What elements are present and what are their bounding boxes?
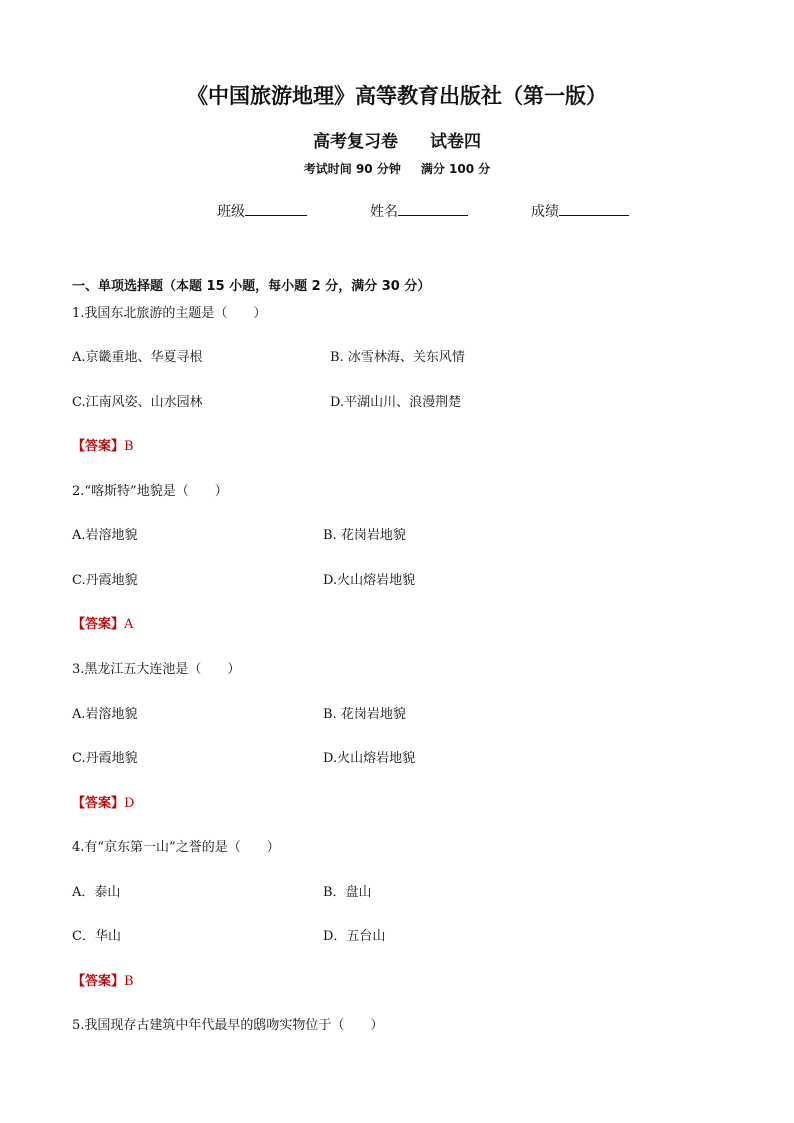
exam-subtitle: [0, 127, 794, 152]
option-d: D．五台山: [323, 929, 386, 944]
answer-value: B: [124, 439, 134, 454]
option-a: A.岩溶地貌: [72, 528, 138, 543]
question-stem: 1.我国东北旅游的主题是（ ）: [72, 306, 267, 321]
option-c: C.丹霞地貌: [72, 573, 138, 588]
exam-score: 满分 100 分: [420, 162, 491, 176]
answer-label: 【答案】: [72, 796, 125, 811]
option-c: C．华山: [72, 929, 121, 944]
answer-line: [72, 970, 134, 989]
grade-label: 成绩: [531, 204, 559, 220]
exam-time: 考试时间 90 分钟: [303, 162, 401, 176]
exam-info: [0, 160, 794, 177]
option-d: D.火山熔岩地貌: [323, 751, 416, 766]
option-b: B. 冰雪林海、关东风情: [330, 350, 465, 365]
question-stem: 3.黑龙江五大连池是（ ）: [72, 662, 241, 677]
option-b: B. 花岗岩地貌: [323, 707, 406, 722]
option-b: B．盘山: [323, 885, 372, 900]
answer-line: [72, 613, 133, 632]
answer-value: A: [124, 617, 134, 632]
question-stem: 4.有“京东第一山”之誉的是（ ）: [72, 840, 280, 855]
option-d: D.火山熔岩地貌: [323, 573, 416, 588]
question-stem: 5.我国现存古建筑中年代最早的鸱吻实物位于（ ）: [72, 1018, 384, 1033]
answer-label: 【答案】: [72, 439, 125, 454]
answer-line: [72, 792, 134, 811]
section-heading: 一、单项选择题（本题 15 小题，每小题 2 分，满分 30 分）: [72, 279, 431, 294]
option-a: A.京畿重地、华夏寻根: [72, 350, 203, 365]
subtitle-review: 高考复习卷: [313, 132, 398, 152]
class-label: 班级: [217, 204, 245, 220]
name-blank: [398, 201, 468, 216]
name-field: [370, 201, 468, 221]
class-field: [217, 201, 307, 221]
answer-label: 【答案】: [72, 974, 125, 989]
grade-field: [531, 201, 629, 221]
class-blank: [245, 201, 307, 216]
question-stem: 2.“喀斯特”地貌是（ ）: [72, 484, 228, 499]
subtitle-paper-number: 试卷四: [430, 132, 481, 152]
document-title: 《中国旅游地理》高等教育出版社（第一版）: [187, 84, 607, 108]
option-b: B. 花岗岩地貌: [323, 528, 406, 543]
answer-label: 【答案】: [72, 617, 125, 632]
answer-line: [72, 435, 134, 454]
option-d: D.平湖山川、浪漫荆楚: [330, 395, 462, 410]
option-a: A.岩溶地貌: [72, 707, 138, 722]
option-c: C.丹霞地貌: [72, 751, 138, 766]
grade-blank: [559, 201, 629, 216]
answer-value: D: [124, 796, 135, 811]
answer-value: B: [124, 974, 134, 989]
name-label: 姓名: [370, 204, 398, 220]
option-a: A．泰山: [72, 885, 121, 900]
option-c: C.江南风姿、山水园林: [72, 395, 203, 410]
